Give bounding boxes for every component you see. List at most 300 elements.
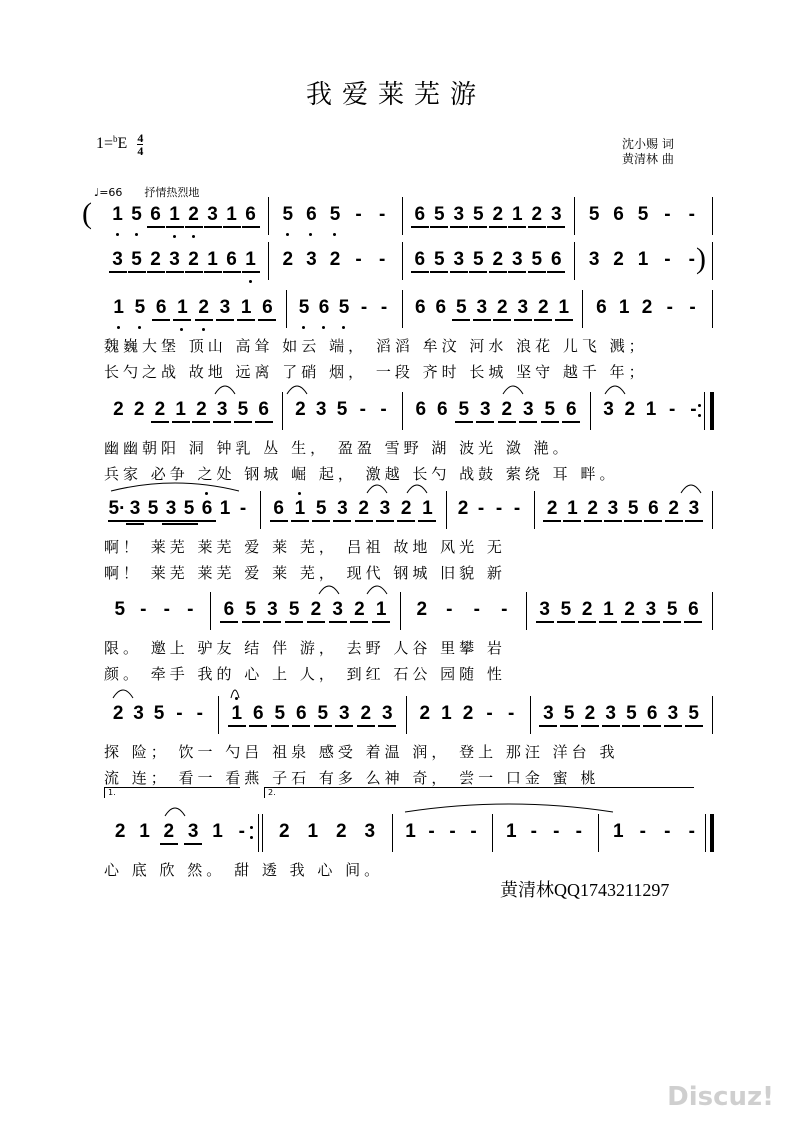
barline [286,290,287,328]
slur [110,479,240,493]
note: 5 [429,248,449,272]
sustain-dash: - [666,297,673,318]
low-octave-dot [333,233,336,236]
sustain-dash: - [664,204,671,225]
low-octave-dot [180,328,183,331]
low-octave-dot [138,326,141,329]
note: 5 [662,598,682,622]
note: 2 [497,398,517,422]
measure [268,248,402,278]
sustain-dash: - [639,821,646,842]
barline [218,696,219,734]
note: 1 [612,821,624,842]
volta-1: 1. [104,787,240,798]
note: 5 [588,204,600,225]
note: 5 [278,203,298,227]
note: 2 [356,702,376,726]
note: 2 [184,203,204,227]
note-row [0,788,792,850]
note: 5 [540,398,560,422]
barline [268,242,269,280]
low-octave-dot [192,235,195,238]
note: 3 [546,203,566,227]
measure [286,296,402,326]
low-octave-dot [342,326,345,329]
note: 2 [488,248,508,272]
sustain-dash: - [553,821,560,842]
note: 2 [194,296,214,320]
lyric-line: 颜。 牵手 我的 心 上 人， 到红 石公 园随 性 [104,665,506,683]
sustain-dash: - [669,399,676,420]
lyric-line: 兵家 必争 之处 钢城 崛 起， 激越 长勺 战鼓 萦绕 耳 畔。 [104,465,619,483]
note: 5 [127,203,147,227]
note: 3 [449,248,469,272]
sustain-dash: - [689,297,696,318]
arranger-signature: 黄清林QQ1743211297 [500,880,670,900]
note: 6 [435,297,447,318]
note: 3 [377,702,397,726]
barline [406,696,407,734]
note: 5 [527,248,547,272]
measure [402,248,574,278]
measure [392,820,492,850]
slur [680,481,702,495]
barline [705,814,706,852]
note-row [0,242,792,278]
note: 5 [621,702,641,726]
sustain-dash: - [486,703,493,724]
note: 2 [191,398,211,422]
barline [574,242,575,280]
note: 5 [468,203,488,227]
note: 5 [637,204,649,225]
note: 3 [215,296,235,320]
note: 3 [212,398,232,422]
note: 3 [513,296,533,320]
note: 5 [143,497,163,521]
note: 6 [410,203,430,227]
note: 5· [107,497,127,521]
note: 3 [641,598,661,622]
note: 1 [219,498,231,519]
note: 6 [197,497,217,521]
sustain-dash: - [239,498,247,519]
sustain-dash: - [140,599,147,620]
note-row [0,398,792,428]
note: 2 [354,497,374,521]
note: 5 [233,398,253,422]
note: 2 [295,399,306,420]
sustain-dash: - [355,249,362,270]
note: 5 [270,702,290,726]
barline [526,592,527,630]
barline [712,242,713,280]
note: 5 [454,398,474,422]
intro-bracket: ( [82,197,92,230]
note: 5 [623,497,643,521]
note: 2 [416,599,428,620]
note: 6 [415,399,427,420]
note: 6 [643,497,663,521]
barline [402,197,403,235]
note: 1 [241,248,261,272]
note: 3 [161,497,181,521]
sustain-dash: - [501,599,508,620]
note: 2 [488,203,508,227]
note: 1 [618,297,630,318]
note: 3 [203,203,223,227]
barline [712,696,713,734]
sustain-dash: - [664,249,671,270]
note: 5 [451,296,471,320]
slur [404,800,614,814]
note: 2 [492,296,512,320]
high-octave-dot [298,492,301,495]
tempo-value: ♩=66 [94,186,123,199]
note: 2 [306,598,326,622]
barline [712,491,713,529]
note: 6 [414,297,426,318]
note: 3 [364,821,376,842]
sustain-dash: - [688,204,695,225]
note: 3 [328,598,348,622]
note: 2 [613,249,624,270]
sustain-dash: - [575,821,582,842]
sustain-dash: - [379,204,386,225]
time-signature: $\frac{4}{4}$ [137,131,144,158]
lyric-line: 长勺之战 故地 远离 了硝 烟， 一段 齐时 长城 坚守 越千 年； [104,363,648,381]
note: 2 [396,497,416,521]
sustain-dash: - [359,399,366,420]
note: 6 [241,203,261,227]
sustain-dash: - [664,821,671,842]
note: 5 [130,296,150,320]
sustain-dash: - [477,498,485,519]
slur [230,686,240,700]
lyric-line: 流 连； 看一 看燕 子石 有多 么神 奇， 尝一 口金 蜜 桃 [104,769,600,787]
note: 3 [475,398,495,422]
note: 1 [203,248,223,272]
song-title: 我爱莱芜游 [305,80,486,110]
repeat-dot [250,826,253,829]
note: 2 [114,821,126,842]
note: 5 [114,599,126,620]
note: 2 [335,821,347,842]
sustain-dash: - [513,498,521,519]
note: 1 [227,702,247,726]
sustain-dash: - [379,249,386,270]
note: 3 [183,820,203,844]
barline [402,242,403,280]
note: 1 [236,296,256,320]
note: 6 [613,204,624,225]
barline [262,814,263,852]
note: 3 [538,702,558,726]
measure [100,497,260,527]
note: 1 [108,203,128,227]
note: 2 [282,249,294,270]
sustain-dash: - [187,599,194,620]
measure [402,398,590,428]
note: 3 [375,497,395,521]
note: 1 [109,296,129,320]
note: 2 [113,399,124,420]
watermark-logo: Discuz! [667,1082,774,1112]
barline [598,814,599,852]
note: 6 [596,297,607,318]
note: 5 [127,248,147,272]
sustain-dash: - [688,821,695,842]
note: 1 [139,821,150,842]
note: 1 [371,598,391,622]
low-octave-dot [309,233,312,236]
note: 2 [527,203,547,227]
sustain-dash: - [163,599,170,620]
note: 2 [329,249,341,270]
barline [534,491,535,529]
barline [590,392,591,430]
note: 5 [241,598,261,622]
note: 6 [314,296,334,320]
slur [406,481,428,495]
barline [400,592,401,630]
note: 6 [257,296,277,320]
composer: 黄清林 曲 [622,152,674,166]
measure [582,296,712,326]
note: 1 [598,598,618,622]
slur [366,582,388,596]
measure [100,820,262,850]
note: 3 [108,248,128,272]
measure [100,248,268,278]
sustain-dash: - [530,821,537,842]
note-row [0,197,792,233]
key-signature [96,132,143,157]
slur [164,804,186,818]
measure [268,203,402,233]
barline [710,814,714,852]
note: 2 [462,703,474,724]
note: 6 [219,598,239,622]
note-row [0,702,792,732]
note: 1 [171,398,191,422]
measure [100,398,282,428]
note-row [0,296,792,326]
slur [286,382,308,396]
note: 3 [334,702,354,726]
measure [574,248,712,278]
lyric-line: 限。 邀上 驴友 结 伴 游， 去野 人谷 里攀 岩 [104,639,506,657]
note: 3 [315,399,327,420]
barline [712,197,713,235]
note: 3 [262,598,282,622]
note: 2 [150,398,170,422]
note: 2 [278,821,290,842]
barline [582,290,583,328]
note: 5 [313,702,333,726]
note: 5 [559,702,579,726]
note: 3 [133,703,144,724]
repeat-dot [698,404,701,407]
lyric-line: 魏巍大堡 顶山 高耸 如云 端， 滔滔 牟汶 河水 浪花 儿飞 溅； [104,337,648,355]
note: 1 [212,821,223,842]
sustain-dash: - [449,821,456,842]
note: 2 [112,703,124,724]
note: 1 [507,203,527,227]
note: 1 [505,821,517,842]
lyric-line: 探 险； 饮一 勺吕 祖泉 感受 着温 润， 登上 那汪 洋台 我 [104,743,619,761]
note: 3 [472,296,492,320]
low-octave-dot [249,280,252,283]
note: 1 [645,399,657,420]
slur [366,481,388,495]
barline [712,592,713,630]
note: 6 [642,702,662,726]
note: 2 [641,297,653,318]
note: 2 [624,399,636,420]
measure [534,497,712,527]
barline [402,392,403,430]
sustain-dash: - [508,703,515,724]
sustain-dash: - [355,204,362,225]
lyric-line: 幽幽朝阳 洞 钟乳 丛 生， 盈盈 雪野 湖 波光 潋 滟。 [104,439,572,457]
barline [530,696,531,734]
sustain-dash: - [446,599,453,620]
note: 3 [663,702,683,726]
measure [210,598,400,628]
note: 2 [664,497,684,521]
note: 2 [533,296,553,320]
note: 2 [419,703,431,724]
measure [100,296,286,326]
measure [402,203,574,233]
lyricist: 沈小赐 词 [622,137,674,151]
note: 2 [542,497,562,521]
note: 3 [507,248,527,272]
note: 2 [620,598,640,622]
slur [318,582,340,596]
measure [492,820,598,850]
measure [402,296,582,326]
tempo-mark [94,184,221,200]
note: 5 [153,703,165,724]
note: 2 [457,498,469,519]
note: 2 [146,248,166,272]
note: 6 [301,203,321,227]
credits [622,137,674,167]
note: 2 [184,248,204,272]
note: 1 [172,296,192,320]
note: 3 [125,497,145,521]
sustain-dash: - [380,297,388,318]
sustain-dash: - [196,703,203,724]
note: 2 [580,702,600,726]
note: 5 [336,399,348,420]
barline [492,814,493,852]
key-flat: b [113,133,118,144]
note: 6 [151,296,171,320]
note: 1 [441,703,452,724]
note: 2 [349,598,369,622]
note: 6 [410,248,430,272]
sustain-dash: - [688,249,695,270]
slur [112,686,134,700]
note: 1 [222,203,242,227]
measure [406,702,530,732]
note: 5 [429,203,449,227]
note: 2 [133,399,145,420]
note: 3 [518,398,538,422]
sustain-dash: - [360,297,368,318]
expression-mark: 抒情热烈地 [144,186,200,199]
low-octave-dot [135,233,138,236]
sustain-dash: - [470,821,477,842]
note: 1 [637,249,649,270]
note-row [0,497,792,527]
note: 2 [159,820,179,844]
note: 3 [449,203,469,227]
note: 6 [683,598,703,622]
note: 3 [588,249,600,270]
measure [598,820,712,850]
barline [712,290,713,328]
note: 6 [254,398,274,422]
barline [392,814,393,852]
measure [100,702,218,732]
sustain-dash: - [473,599,480,620]
note: 6 [146,203,166,227]
note: 5 [684,702,704,726]
low-octave-dot [302,326,305,329]
note: 5 [556,598,576,622]
sustain-dash: - [690,399,697,420]
sustain-dash: - [176,703,183,724]
low-octave-dot [116,233,119,236]
measure [262,820,392,850]
barline [710,392,714,430]
note: 3 [535,598,555,622]
barline [282,392,283,430]
sustain-dash: - [495,498,503,519]
barline [402,290,403,328]
barline [210,592,211,630]
measure [260,497,446,527]
note: 6 [291,702,311,726]
note: 5 [325,203,345,227]
note: 5 [294,296,314,320]
note: 3 [306,249,317,270]
note: 3 [603,399,614,420]
note: 6 [436,399,448,420]
note: 1 [405,821,416,842]
intro-bracket: ) [696,242,706,275]
barline [574,197,575,235]
note: 3 [332,497,352,521]
volta-2: 2. [264,787,694,798]
key-note: E [117,135,128,153]
lyric-line: 心 底 欣 然。 甜 透 我 心 间。 [104,861,384,879]
low-octave-dot [322,326,325,329]
note: 5 [179,497,199,521]
measure [526,598,712,628]
repeat-dot [698,414,701,417]
measure [100,598,210,628]
barline [268,197,269,235]
barline [446,491,447,529]
low-octave-dot [117,326,120,329]
measure [530,702,712,732]
slur [214,382,236,396]
